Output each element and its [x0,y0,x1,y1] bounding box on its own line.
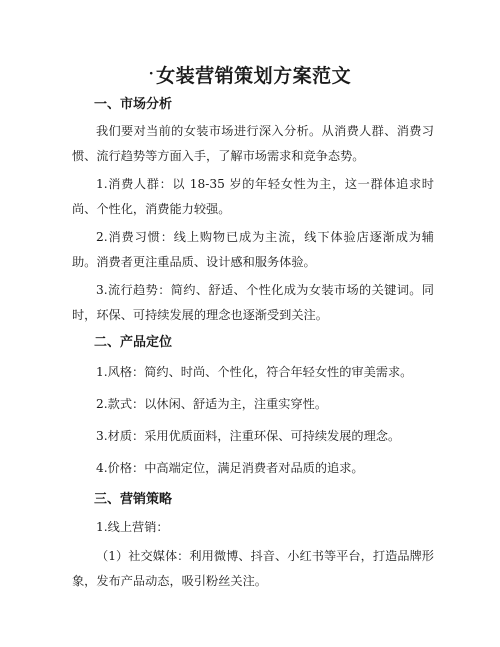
paragraph-price: 4.价格：中高端定位，满足消费者对品质的追求。 [96,461,364,475]
title-mark: · [148,66,155,82]
paragraph-market-intro: 我们要对当前的女装市场进行深入分析。从消费人群、消费习惯、流行趋势等方面入手，了解市场需求和竞争态势。 [72,124,434,163]
section-heading-marketing-strategy: 三、营销策略 [94,492,173,507]
paragraph-consumer-habits: 2.消费习惯：线上购物已成为主流，线下体验店逐渐成为辅助。消费者更注重品质、设计感和服务体验。 [72,230,434,269]
paragraph-design: 2.款式：以休闲、舒适为主，注重实穿性。 [96,397,328,411]
document-title [0,62,500,88]
paragraph-style: 1.风格：简约、时尚、个性化，符合年轻女性的审美需求。 [96,365,413,379]
paragraph-trends: 3.流行趋势：简约、舒适、个性化成为女装市场的关键词。同时，环保、可持续发展的理念也逐渐受到关注。 [72,283,434,322]
section-heading-market-analysis: 一、市场分析 [94,97,173,112]
paragraph-online-marketing: 1.线上营销： [96,520,169,534]
paragraph-consumer-group: 1.消费人群：以 18-35 岁的年轻女性为主，这一群体追求时尚、个性化，消费能力较强。 [72,177,434,216]
paragraph-material: 3.材质：采用优质面料，注重环保、可持续发展的理念。 [96,429,401,443]
section-heading-product-positioning: 二、产品定位 [94,335,173,350]
paragraph-social-media: （1）社交媒体：利用微博、抖音、小红书等平台，打造品牌形象，发布产品动态，吸引粉丝关注。 [72,549,434,588]
title-text: 女装营销策划方案范文 [156,65,352,87]
